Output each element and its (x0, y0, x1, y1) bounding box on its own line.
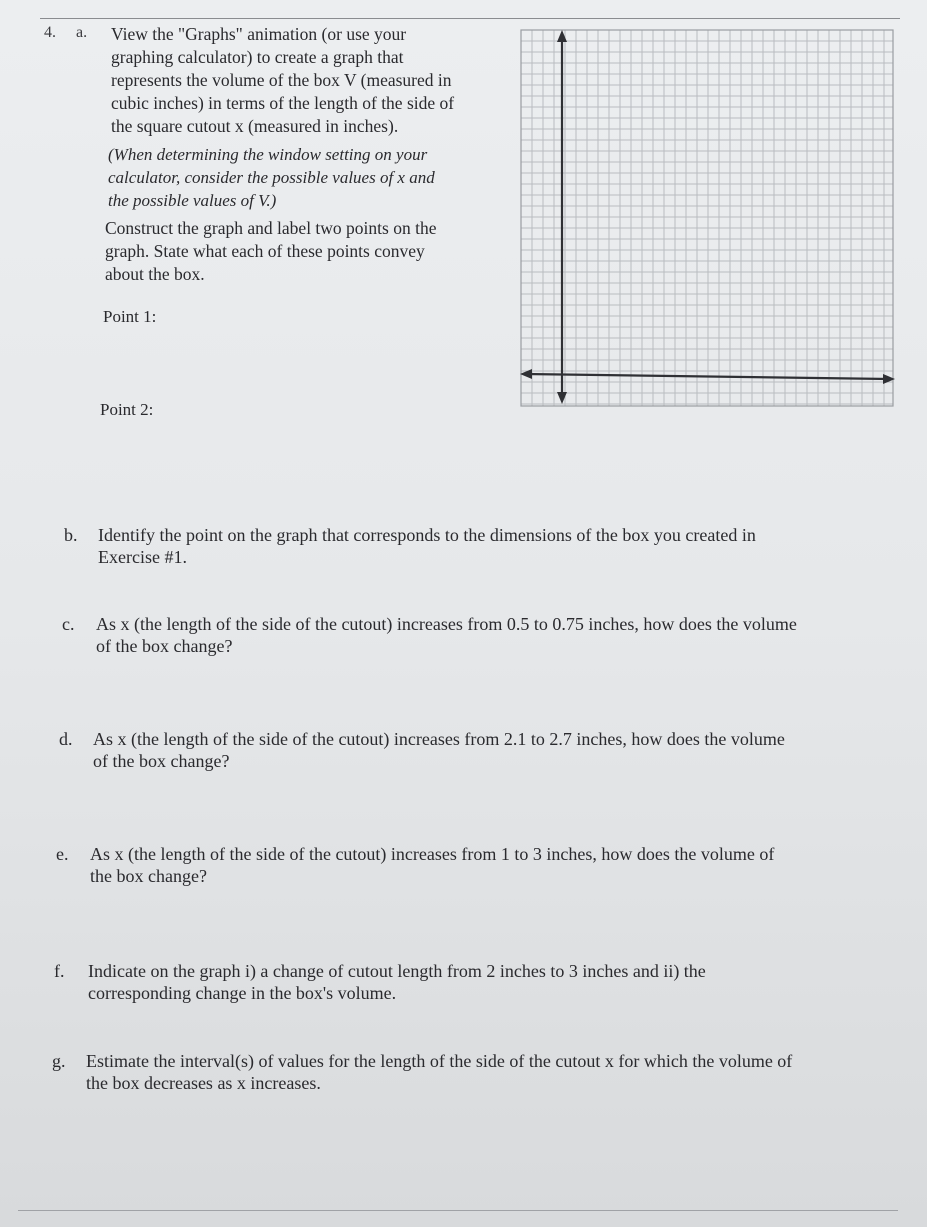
part-a-construct (105, 217, 505, 286)
part-a-line: cubic inches) in terms of the length of the side of (111, 93, 455, 113)
part-f-label: f. (54, 961, 65, 981)
part-d (59, 728, 893, 772)
part-g-line: the box decreases as x increases. (86, 1073, 321, 1093)
grid-border (521, 30, 893, 406)
part-g-label: g. (52, 1051, 66, 1071)
part-d-line: As x (the length of the side of the cutout) increases from 2.1 to 2.7 inches, how does the volume (93, 729, 785, 749)
part-a-line: View the "Graphs" animation (or use your (111, 24, 407, 44)
part-c-label: c. (62, 614, 75, 634)
hint-line: the possible values of V.) (108, 191, 277, 210)
part-b (64, 524, 898, 568)
part-c (62, 613, 896, 657)
part-b-line: Exercise #1. (98, 547, 187, 567)
grid-lines (521, 30, 893, 406)
part-c-line: of the box change? (96, 636, 233, 656)
problem-number: 4. (44, 24, 56, 41)
part-d-label: d. (59, 729, 73, 749)
construct-line: graph. State what each of these points convey (105, 241, 425, 261)
part-g-line: Estimate the interval(s) of values for the length of the side of the cutout x for which the volume of (86, 1051, 793, 1071)
part-f-line: corresponding change in the box's volume. (88, 983, 397, 1003)
part-a-line: the square cutout x (measured in inches). (111, 116, 399, 136)
part-c-line: As x (the length of the side of the cutout) increases from 0.5 to 0.75 inches, how does the volume (96, 614, 797, 634)
point-1-label: Point 1: (103, 307, 157, 326)
part-a-hint (108, 143, 508, 212)
part-b-label: b. (64, 525, 78, 545)
part-a-prompt (111, 23, 511, 138)
part-f-line: Indicate on the graph i) a change of cutout length from 2 inches to 3 inches and ii) the (88, 961, 706, 981)
construct-line: Construct the graph and label two points on the (105, 218, 437, 238)
part-f (54, 960, 888, 1004)
part-b-line: Identify the point on the graph that corresponds to the dimensions of the box you created in (98, 525, 756, 545)
part-a-label: a. (76, 24, 88, 41)
part-e-line: As x (the length of the side of the cutout) increases from 1 to 3 inches, how does the volume of (90, 844, 775, 864)
part-e-line: the box change? (90, 866, 207, 886)
part-e (56, 843, 890, 887)
construct-line: about the box. (105, 264, 205, 284)
part-a-line: graphing calculator) to create a graph that (111, 47, 404, 67)
part-a-line: represents the volume of the box V (measured in (111, 70, 452, 90)
blank-graph-grid[interactable] (519, 28, 897, 410)
x-axis (525, 374, 889, 379)
hint-line: (When determining the window setting on your (108, 145, 428, 164)
part-g (52, 1050, 886, 1094)
hint-line: calculator, consider the possible values of x and (108, 168, 435, 187)
part-e-label: e. (56, 844, 69, 864)
part-d-line: of the box change? (93, 751, 230, 771)
top-rule (40, 18, 900, 19)
bottom-rule (18, 1210, 898, 1211)
point-2-label: Point 2: (100, 400, 154, 419)
